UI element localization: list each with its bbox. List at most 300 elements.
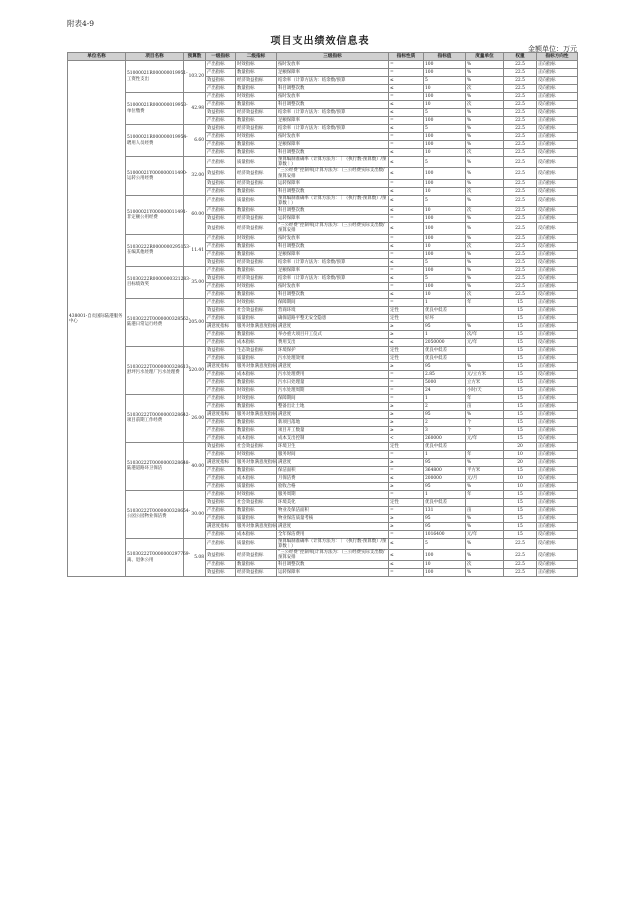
level2-indicator-cell: 服务对象满意度指标 (237, 411, 277, 417)
level3-indicator-cell: 服务周期 (277, 490, 389, 498)
indicator-value-cell: 100 (424, 550, 466, 561)
indicator-value-cell: 100 (424, 266, 466, 274)
level3-indicator-cell: 科目调整次数 (277, 187, 389, 195)
column-header: 一级指标 (206, 53, 236, 61)
indicator-direction-cell: 正向指标 (537, 298, 578, 306)
level2-indicator-cell: 成本指标 (236, 434, 277, 442)
indicator-nature-cell: ≤ (389, 195, 424, 206)
level3-indicator-cell: 科目调整次数 (277, 561, 389, 569)
level3-indicator-cell: 足额保障率 (277, 250, 389, 258)
indicator-direction-cell: 正向指标 (537, 141, 578, 149)
indicator-direction-cell: 反向指标 (537, 149, 578, 157)
indicator-nature-cell: ≤ (389, 187, 424, 195)
indicator-nature-cell: 定性 (389, 314, 424, 322)
table-header-row (68, 53, 578, 61)
weight-cell: 15 (504, 338, 537, 346)
indicator-nature-cell: ≥ (389, 514, 424, 522)
weight-cell: 22.5 (504, 195, 537, 206)
level3-indicator-cell: 预算编制准确率（计算方法为：｜（执行数-预算数）/预算数｜） (277, 195, 389, 206)
indicator-value-cell: 优良中低差 (424, 498, 466, 506)
level3-indicator-cell: 预算编制准确率（计算方法为：｜（执行数-预算数）/预算数｜） (277, 538, 389, 549)
indicator-nature-cell: ≤ (389, 338, 424, 346)
indicator-direction-cell: 反向指标 (537, 101, 578, 109)
indicator-value-cell: 10 (424, 149, 466, 157)
budget-cell: 5.08 (184, 538, 206, 577)
level2-indicator-cell: 经济效益指标 (236, 550, 277, 561)
level1-indicator-cell: 产出指标 (206, 85, 236, 93)
indicator-nature-cell: 定性 (389, 442, 424, 450)
weight-cell: 22.5 (504, 168, 537, 179)
project-name-cell: 51030222T0000000328648-陆港道路环卫保洁 (126, 442, 184, 490)
weight-cell: 20 (504, 458, 537, 466)
project-name-cell: 51030222T0000000328613-舒坪污水处理厂污水处理费 (126, 346, 184, 394)
weight-cell: 15 (504, 322, 537, 330)
indicator-value-cell: 5 (424, 157, 466, 168)
indicator-value-cell: 260000 (424, 434, 466, 442)
level1-indicator-cell: 产出指标 (206, 354, 236, 362)
measure-unit-cell: 元/年 (466, 434, 504, 442)
level1-indicator-cell: 效益指标 (206, 109, 236, 117)
level3-indicator-cell: 污水日处理量 (277, 378, 389, 386)
indicator-value-cell: 95 (424, 522, 466, 530)
indicator-direction-cell: 反向指标 (537, 157, 578, 168)
level3-indicator-cell: “三公经费”控制率[计算方法为：（三公经费实际支出数/预算安排 (277, 550, 389, 561)
weight-cell: 22.5 (504, 282, 537, 290)
measure-unit-cell: % (466, 141, 504, 149)
level1-indicator-cell: 产出指标 (206, 466, 236, 474)
measure-unit-cell: 次 (466, 149, 504, 157)
level2-indicator-cell: 经济效益指标 (236, 168, 277, 179)
unit-name-cell: 438001-自贡国际陆港服务中心 (68, 61, 126, 577)
level3-indicator-cell: 物业保洁质量考核 (277, 514, 389, 522)
measure-unit-cell: 次 (466, 187, 504, 195)
budget-cell: 30.00 (184, 490, 206, 538)
measure-unit-cell: % (466, 538, 504, 549)
level2-indicator-cell: 时效指标 (236, 298, 277, 306)
indicator-direction-cell: 反向指标 (537, 290, 578, 298)
measure-unit-cell: 个 (466, 426, 504, 434)
weight-cell: 22.5 (504, 274, 537, 282)
weight-cell: 15 (504, 506, 537, 514)
indicator-nature-cell: = (389, 490, 424, 498)
weight-cell: 10 (504, 474, 537, 482)
weight-cell: 22.5 (504, 141, 537, 149)
measure-unit-cell: 年 (466, 450, 504, 458)
measure-unit-cell: % (466, 168, 504, 179)
weight-cell: 22.5 (504, 69, 537, 77)
level3-indicator-cell: 科目调整次数 (277, 290, 389, 298)
indicator-direction-cell: 正向指标 (537, 133, 578, 141)
level3-indicator-cell: 按时发放率 (277, 282, 389, 290)
level1-indicator-cell: 产出指标 (206, 378, 236, 386)
weight-cell: 22.5 (504, 133, 537, 141)
measure-unit-cell: % (466, 258, 504, 266)
weight-cell: 15 (504, 514, 537, 522)
level2-indicator-cell: 数量指标 (236, 290, 277, 298)
indicator-nature-cell: = (389, 282, 424, 290)
attachment-label: 附表4-9 (67, 19, 95, 28)
level2-indicator-cell: 经济效益指标 (236, 125, 277, 133)
level1-indicator-cell: 产出指标 (206, 101, 236, 109)
indicator-nature-cell: ≥ (389, 410, 424, 418)
column-header: 项目名称 (126, 53, 184, 61)
indicator-direction-cell: 正向指标 (537, 330, 578, 338)
indicator-value-cell: 10 (424, 242, 466, 250)
level2-indicator-cell: 成本指标 (236, 474, 277, 482)
level2-indicator-cell: 质量指标 (236, 482, 277, 490)
level1-indicator-cell: 效益指标 (206, 223, 236, 234)
level3-indicator-cell: “三公经费”控制率[计算方法为：（三公经费实际支出数/预算安排 (277, 168, 389, 179)
indicator-direction-cell: 正向指标 (537, 215, 578, 223)
level3-indicator-cell: 营商环境 (277, 306, 389, 314)
level3-indicator-cell: 整备出让土地 (277, 402, 389, 410)
indicator-nature-cell: ≤ (389, 109, 424, 117)
measure-unit-cell: % (466, 250, 504, 258)
budget-cell: 60.00 (184, 195, 206, 234)
indicator-nature-cell: ≥ (389, 402, 424, 410)
indicator-value-cell: 10 (424, 290, 466, 298)
measure-unit-cell: % (466, 109, 504, 117)
indicator-value-cell: 95 (424, 514, 466, 522)
column-header: 权重 (504, 53, 537, 61)
level1-indicator-cell: 效益指标 (206, 179, 236, 187)
indicator-direction-cell: 正向指标 (537, 346, 578, 354)
level3-indicator-cell: 成本支出控制 (277, 434, 389, 442)
measure-unit-cell: 次 (466, 290, 504, 298)
project-name-cell: 51030222T0000000297769-离、退休公用 (126, 538, 184, 577)
measure-unit-cell: % (466, 117, 504, 125)
measure-unit-cell: % (466, 322, 504, 330)
project-name-cell: 51000021R000000019953-单位缴费 (126, 93, 184, 125)
indicator-direction-cell: 正向指标 (537, 322, 578, 330)
indicator-direction-cell: 正向指标 (537, 61, 578, 69)
level1-indicator-cell: 产出指标 (206, 187, 236, 195)
table-row (68, 298, 578, 306)
level1-indicator-cell: 产出指标 (206, 402, 236, 410)
indicator-direction-cell: 正向指标 (537, 466, 578, 474)
level3-indicator-cell: 保障期间 (277, 298, 389, 306)
level1-indicator-cell: 效益指标 (206, 498, 236, 506)
indicator-nature-cell: = (389, 179, 424, 187)
level2-indicator-cell: 时效指标 (236, 386, 277, 394)
indicator-direction-cell: 正向指标 (537, 442, 578, 450)
measure-unit-cell: 次 (466, 85, 504, 93)
indicator-nature-cell: ≤ (389, 223, 424, 234)
measure-unit-cell: % (466, 77, 504, 85)
indicator-direction-cell: 正向指标 (537, 69, 578, 77)
weight-cell: 22.5 (504, 101, 537, 109)
level1-indicator-cell: 效益指标 (206, 306, 236, 314)
indicator-direction-cell: 正向指标 (537, 569, 578, 577)
indicator-direction-cell: 正向指标 (537, 306, 578, 314)
level3-indicator-cell: 运转保障率 (277, 179, 389, 187)
indicator-direction-cell: 正向指标 (537, 394, 578, 402)
weight-cell: 15 (504, 490, 537, 498)
table-row (68, 442, 578, 450)
indicator-value-cell: 131 (424, 506, 466, 514)
indicator-value-cell: 5000 (424, 378, 466, 386)
project-name-cell: 51030222R0000000321283-目标绩效奖 (126, 266, 184, 298)
weight-cell: 15 (504, 306, 537, 314)
level2-indicator-cell: 数量指标 (236, 426, 277, 434)
level2-indicator-cell: 社会效益指标 (236, 442, 277, 450)
level3-indicator-cell: 结余率（计算方法为：结余数/预算 (277, 109, 389, 117)
level3-indicator-cell: 结余率（计算方法为：结余数/预算 (277, 274, 389, 282)
level2-indicator-cell: 社会效益指标 (236, 498, 277, 506)
indicator-nature-cell: = (389, 141, 424, 149)
indicator-direction-cell: 正向指标 (537, 482, 578, 490)
level3-indicator-cell: 科目调整次数 (277, 242, 389, 250)
level3-indicator-cell: 结余率（计算方法为：结余数/预算 (277, 258, 389, 266)
indicator-direction-cell: 反向指标 (537, 561, 578, 569)
level3-indicator-cell: 科目调整次数 (277, 149, 389, 157)
level3-indicator-cell: 足额保障率 (277, 266, 389, 274)
indicator-value-cell: 100 (424, 93, 466, 101)
indicator-value-cell: 10 (424, 85, 466, 93)
weight-cell: 10 (504, 450, 537, 458)
indicator-value-cell: 1 (424, 330, 466, 338)
measure-unit-cell: % (466, 157, 504, 168)
indicator-nature-cell: = (389, 133, 424, 141)
level1-indicator-cell: 产出指标 (206, 330, 236, 338)
measure-unit-cell: 元/月 (466, 474, 504, 482)
weight-cell: 22.5 (504, 157, 537, 168)
weight-cell: 22.5 (504, 266, 537, 274)
level2-indicator-cell: 时效指标 (236, 93, 277, 101)
table-row (68, 195, 578, 206)
indicator-value-cell: 1 (424, 490, 466, 498)
level3-indicator-cell: 足额保障率 (277, 117, 389, 125)
level3-indicator-cell: 全年保洁费用 (277, 530, 389, 538)
column-header: 指标方向性 (537, 53, 578, 61)
measure-unit-cell: 次/年 (466, 330, 504, 338)
measure-unit-cell: 亩 (466, 506, 504, 514)
indicator-nature-cell: = (389, 61, 424, 69)
weight-cell: 15 (504, 298, 537, 306)
indicator-value-cell: 95 (424, 410, 466, 418)
weight-cell: 22.5 (504, 93, 537, 101)
amount-unit: 金额单位：万元 (528, 45, 577, 53)
level2-indicator-cell: 经济效益指标 (236, 258, 277, 266)
level2-indicator-cell: 社会效益指标 (236, 306, 277, 314)
indicator-value-cell: 100 (424, 234, 466, 242)
measure-unit-cell: % (466, 266, 504, 274)
project-name-cell: 51030222T0000000328642-项目前期工作经费 (126, 394, 184, 442)
level1-indicator-cell: 效益指标 (206, 125, 236, 133)
level3-indicator-cell: 科目调整次数 (277, 207, 389, 215)
indicator-value-cell: 5 (424, 274, 466, 282)
indicator-direction-cell: 反向指标 (537, 550, 578, 561)
level3-indicator-cell: 月保洁费 (277, 474, 389, 482)
indicator-value-cell: 95 (424, 322, 466, 330)
indicator-direction-cell: 正向指标 (537, 250, 578, 258)
indicator-direction-cell: 反向指标 (537, 434, 578, 442)
measure-unit-cell: % (466, 195, 504, 206)
level3-indicator-cell: 保障期间 (277, 394, 389, 402)
level3-indicator-cell: 物业及保洁面积 (277, 506, 389, 514)
level3-indicator-cell: 按时发放率 (277, 61, 389, 69)
indicator-direction-cell: 正向指标 (537, 282, 578, 290)
project-name-cell: 51030222T0000000328562-陆港日常运行经费 (126, 298, 184, 346)
level3-indicator-cell: 预算编制准确率（计算方法为：｜（执行数-预算数）/预算数｜） (277, 157, 389, 168)
indicator-direction-cell: 反向指标 (537, 187, 578, 195)
budget-cell: 520.00 (184, 346, 206, 394)
weight-cell: 15 (504, 498, 537, 506)
project-name-cell: 51000021R000000019954-聘用人员经费 (126, 125, 184, 157)
weight-cell: 15 (504, 522, 537, 530)
level2-indicator-cell: 生态效益指标 (236, 346, 277, 354)
level2-indicator-cell: 经济效益指标 (236, 223, 277, 234)
indicator-nature-cell: ≤ (389, 274, 424, 282)
level1-indicator-cell: 产出指标 (206, 506, 236, 514)
weight-cell: 22.5 (504, 569, 537, 577)
indicator-nature-cell: ≤ (389, 550, 424, 561)
budget-cell: 40.00 (184, 442, 206, 490)
column-header: 预算数 (184, 53, 206, 61)
indicator-direction-cell: 反向指标 (537, 338, 578, 346)
indicator-value-cell: 2 (424, 402, 466, 410)
weight-cell: 15 (504, 314, 537, 322)
indicator-direction-cell: 正向指标 (537, 386, 578, 394)
level1-indicator-cell: 产出指标 (206, 338, 236, 346)
measure-unit-cell: 年 (466, 490, 504, 498)
level1-indicator-cell: 产出指标 (206, 561, 236, 569)
level3-indicator-cell: 环境卫生 (277, 442, 389, 450)
measure-unit-cell: 元/年 (466, 338, 504, 346)
level1-indicator-cell: 产出指标 (206, 282, 236, 290)
measure-unit-cell: % (466, 282, 504, 290)
level1-indicator-cell: 效益指标 (206, 168, 236, 179)
indicator-value-cell: 1016400 (424, 530, 466, 538)
weight-cell: 22.5 (504, 77, 537, 85)
budget-cell: 205.00 (184, 298, 206, 346)
measure-unit-cell: % (466, 514, 504, 522)
weight-cell: 22.5 (504, 109, 537, 117)
weight-cell: 22.5 (504, 125, 537, 133)
indicator-nature-cell: ≥ (389, 426, 424, 434)
indicator-direction-cell: 反向指标 (537, 274, 578, 282)
indicator-nature-cell: = (389, 69, 424, 77)
level2-indicator-cell: 质量指标 (236, 354, 277, 362)
indicator-nature-cell: = (389, 450, 424, 458)
level2-indicator-cell: 服务对象满意度指标 (237, 459, 277, 465)
indicator-value-cell: 100 (424, 569, 466, 577)
level3-indicator-cell: 运转保障率 (277, 569, 389, 577)
indicator-nature-cell: ≤ (389, 242, 424, 250)
measure-unit-cell (466, 498, 504, 506)
indicator-value-cell: 100 (424, 215, 466, 223)
measure-unit-cell: % (466, 61, 504, 69)
level1-indicator-cell: 产出指标 (206, 474, 236, 482)
weight-cell: 10 (504, 482, 537, 490)
weight-cell: 15 (504, 466, 537, 474)
measure-unit-cell: % (466, 125, 504, 133)
level1-indicator-cell: 产出指标 (206, 426, 236, 434)
budget-cell: 103.20 (184, 61, 206, 93)
measure-unit-cell: % (466, 550, 504, 561)
indicator-nature-cell: ≤ (389, 77, 424, 85)
weight-cell: 22.5 (504, 149, 537, 157)
weight-cell: 22.5 (504, 234, 537, 242)
level2-indicator-cell: 经济效益指标 (236, 274, 277, 282)
level3-indicator-cell: “三公经费”控制率[计算方法为：（三公经费实际支出数/预算安排 (277, 223, 389, 234)
level3-indicator-cell: 结余率（计算方法为：结余数/预算 (277, 125, 389, 133)
indicator-value-cell: 100 (424, 61, 466, 69)
level3-indicator-cell: 按时发放率 (277, 93, 389, 101)
indicator-value-cell: 10 (424, 561, 466, 569)
page-title: 项目支出绩效信息表 (270, 36, 370, 47)
weight-cell: 22.5 (504, 207, 537, 215)
level1-indicator-cell: 产出指标 (206, 434, 236, 442)
level2-indicator-cell: 数量指标 (236, 101, 277, 109)
indicator-value-cell: 5 (424, 538, 466, 549)
indicator-nature-cell: ≤ (389, 125, 424, 133)
measure-unit-cell: 元/立方米 (466, 370, 504, 378)
indicator-value-cell: 3 (424, 426, 466, 434)
indicator-value-cell: 优良中低差 (424, 306, 466, 314)
indicator-direction-cell: 反向指标 (537, 258, 578, 266)
indicator-nature-cell: = (389, 250, 424, 258)
indicator-nature-cell: ≥ (389, 362, 424, 370)
level1-indicator-cell: 产出指标 (206, 490, 236, 498)
indicator-direction-cell: 正向指标 (537, 498, 578, 506)
level3-indicator-cell: 项目开工数量 (277, 426, 389, 434)
indicator-nature-cell: ≤ (389, 258, 424, 266)
level2-indicator-cell: 质量指标 (236, 157, 277, 168)
indicator-nature-cell: = (389, 506, 424, 514)
level2-indicator-cell: 服务对象满意度指标 (237, 363, 277, 369)
indicator-direction-cell: 正向指标 (537, 314, 578, 322)
measure-unit-cell: % (466, 215, 504, 223)
measure-unit-cell: % (466, 133, 504, 141)
level2-indicator-cell: 经济效益指标 (236, 109, 277, 117)
level2-indicator-cell: 时效指标 (236, 282, 277, 290)
level1-indicator-cell: 产出指标 (206, 133, 236, 141)
level1-indicator-cell: 产出指标 (206, 450, 236, 458)
indicator-nature-cell: ≥ (389, 458, 424, 466)
level2-indicator-cell: 数量指标 (236, 187, 277, 195)
level3-indicator-cell: 验收合格 (277, 482, 389, 490)
measure-unit-cell: % (466, 458, 504, 466)
level2-indicator-cell: 质量指标 (236, 538, 277, 549)
level1-indicator-cell: 产出指标 (206, 117, 236, 125)
level1-indicator-cell: 产出指标 (206, 418, 236, 426)
level2-indicator-cell: 成本指标 (236, 530, 277, 538)
level2-indicator-cell: 服务对象满意度指标 (237, 323, 277, 329)
level3-indicator-cell: 满意度 (277, 522, 389, 530)
table-body (68, 61, 578, 577)
level1-indicator-cell: 产出指标 (206, 266, 236, 274)
indicator-value-cell: 100 (424, 168, 466, 179)
indicator-value-cell: 1 (424, 450, 466, 458)
indicator-direction-cell: 反向指标 (537, 207, 578, 215)
project-name-cell: 51000021Y000000011490-运转公用经费 (126, 157, 184, 196)
level3-indicator-cell: 科目调整次数 (277, 101, 389, 109)
level2-indicator-cell: 数量指标 (236, 506, 277, 514)
indicator-value-cell: 200000 (424, 474, 466, 482)
budget-cell: 26.00 (184, 394, 206, 442)
level3-indicator-cell: 保洁面积 (277, 466, 389, 474)
table-row (68, 157, 578, 168)
indicator-value-cell: 10 (424, 101, 466, 109)
weight-cell: 22.5 (504, 223, 537, 234)
level2-indicator-cell: 数量指标 (236, 418, 277, 426)
measure-unit-cell: % (466, 179, 504, 187)
measure-unit-cell: 立方米 (466, 378, 504, 386)
weight-cell: 15 (504, 410, 537, 418)
indicator-direction-cell: 正向指标 (537, 418, 578, 426)
indicator-value-cell: 100 (424, 133, 466, 141)
